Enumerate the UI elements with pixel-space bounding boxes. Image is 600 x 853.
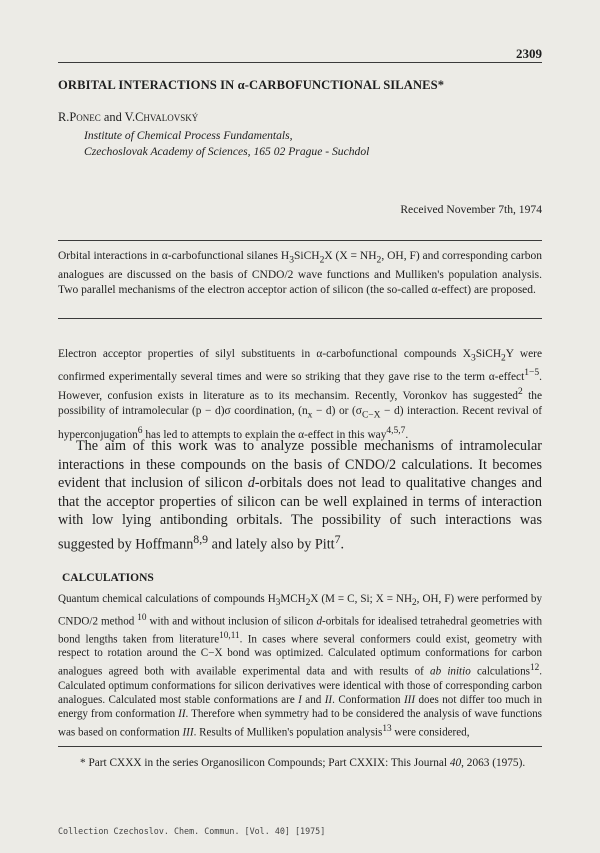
intro-text: − d) or (σ — [312, 405, 362, 418]
intro-text: − d) interaction. Recent revival of hyperconjugation — [58, 405, 542, 441]
abstract-sub: 2 — [376, 254, 382, 266]
calc-text: , OH, F) were performed by CNDO/2 method — [58, 593, 543, 628]
calc-italic: d — [316, 615, 322, 628]
journal-line: Collection Czechoslov. Chem. Commun. [Vol. 40] [1975] — [58, 826, 326, 836]
abstract — [58, 249, 542, 299]
author-conjunction: and V. — [103, 110, 136, 124]
author-1-name: Ponec — [69, 110, 101, 124]
citation: 2 — [518, 387, 523, 398]
abstract-top-rule — [58, 240, 542, 241]
affiliation — [84, 128, 369, 160]
conformation-label: III — [403, 694, 416, 707]
affiliation-line-1: Institute of Chemical Process Fundamentals, — [84, 129, 293, 142]
citation: 6 — [137, 425, 143, 436]
affiliation-line-2: Czechoslovak Academy of Sciences, 165 02 Prague - Suchdol — [84, 145, 370, 158]
calc-italic: ab initio — [430, 665, 471, 678]
author-2-name: Chvalovský — [135, 110, 199, 124]
calc-text: and — [301, 694, 325, 707]
calc-text: calculations — [470, 665, 530, 678]
intro-text: Electron acceptor properties of silyl substituents in α-carbofunctional compounds X — [58, 348, 471, 360]
citation: 10 — [137, 612, 147, 623]
intro-text: . However, confusion exists in literature as to its mechansim. Recently, Voronkov has suggested — [58, 371, 542, 403]
abstract-text-3: X (X = NH — [324, 250, 377, 262]
aim-text: and lately also by Pitt — [208, 536, 335, 553]
calc-text: were considered, — [391, 726, 470, 739]
conformation-label: II — [324, 694, 333, 707]
footnote-text: , 2063 (1975). — [461, 757, 526, 769]
intro-text: has led to attempts to explain the α-effect in this way — [142, 428, 387, 441]
intro-sub: 3 — [470, 353, 476, 364]
citation: 8,9 — [193, 531, 209, 546]
aim-text: -orbitals does not lead to qualitative changes and that the acceptor properties of silicon can be well explained in terms of interaction with low lying antibonding orbitals. The possibility of such interactions was suggested by Hoffmann — [58, 475, 543, 553]
author-1-initial: R. — [58, 110, 70, 124]
aim-paragraph — [58, 437, 542, 554]
calc-text: with and without inclusion of silicon — [146, 615, 317, 628]
conformation-label: III — [182, 726, 194, 739]
intro-sub: 2 — [501, 353, 506, 364]
citation: 4,5,7 — [386, 425, 406, 436]
abstract-text-4: , OH, F) and corresponding carbon analogues are discussed on the basis of CNDO/2 wave functions and Mulliken's population analysis. Two parallel mechanisms of the electron acceptor action of silicon (the so-called α-effect) are proposed. — [58, 250, 542, 297]
aim-text: . — [340, 536, 345, 553]
intro-sub: x — [307, 410, 313, 421]
calc-text: . Therefore when symmetry had to be considered the analysis of wave functions was based on conformation — [58, 708, 542, 739]
conformation-label: II — [178, 708, 186, 721]
calc-text: . Results of Mulliken's population analysis — [193, 726, 383, 739]
intro-text: SiCH — [475, 348, 502, 360]
abstract-sub: 3 — [289, 254, 294, 266]
footnote-rule — [58, 746, 542, 747]
citation: 1−5 — [524, 368, 540, 379]
calc-text: X (M = C, Si; X = NH — [310, 593, 413, 605]
citation: 10,11 — [219, 630, 240, 641]
abstract-bottom-rule — [58, 318, 542, 319]
aim-italic: d — [247, 475, 255, 492]
abstract-text-1: Orbital interactions in α-carbofunctional silanes H — [58, 250, 290, 262]
footnote-volume: 40 — [449, 757, 462, 769]
section-heading-calculations: CALCULATIONS — [62, 572, 154, 584]
calc-text: does not differ too much in energy from conformation — [58, 694, 542, 721]
aim-text: The aim of this work was to analyze possible mechanisms of intramolecular interactions in these compounds on the basis of CNDO/2 calculations. It becomes evident that inclusion of silicon — [58, 438, 542, 492]
calc-text: . Conformation — [332, 694, 404, 707]
footnote-text: * Part CXXX in the series Organosilicon Compounds; Part CXXIX: This Journal — [80, 757, 450, 769]
calc-sub: 3 — [275, 598, 281, 609]
conformation-label: I — [298, 694, 302, 707]
top-rule — [58, 62, 542, 63]
abstract-sub: 2 — [319, 254, 325, 266]
intro-text: the possibility of intramolecular (p − d)σ coordination, (n — [58, 390, 542, 418]
calc-text: -orbitals for idealised tetrahedral geometries with bond lengths taken from literature — [58, 615, 542, 646]
citation: 7 — [334, 531, 341, 546]
footnote — [58, 756, 542, 771]
calc-text: . Calculated optimum conformations for silicon derivatives were identical with those of corresponding carbon analogues. Calculated most stable conformations are — [58, 665, 542, 707]
intro-sub: C−X — [361, 410, 381, 421]
received-date: Received November 7th, 1974 — [400, 203, 542, 216]
intro-text: . — [405, 428, 409, 441]
page-number: 2309 — [516, 46, 542, 61]
intro-text: Y were confirmed experimentally several times and were so striking that they gave rise to the term α-effect — [58, 348, 543, 384]
calculations-paragraph — [58, 592, 542, 740]
intro-paragraph — [58, 347, 542, 442]
article-title: ORBITAL INTERACTIONS IN α-CARBOFUNCTIONAL SILANES* — [58, 78, 445, 92]
calc-text: . In cases where several conformers could exist, geometry with respect to rotation around the C−X bond was optimized. Calculated optimum conformations for carbon analogues agreed both with available experimental data and with results of — [58, 633, 542, 678]
citation: 13 — [382, 723, 392, 734]
citation: 12 — [529, 662, 540, 673]
calc-text: MCH — [280, 593, 306, 605]
calc-sub: 2 — [412, 598, 417, 609]
calc-text: Quantum chemical calculations of compounds H — [58, 593, 276, 605]
calc-sub: 2 — [305, 598, 311, 609]
abstract-text-2: SiCH — [293, 250, 320, 262]
authors — [58, 110, 198, 125]
